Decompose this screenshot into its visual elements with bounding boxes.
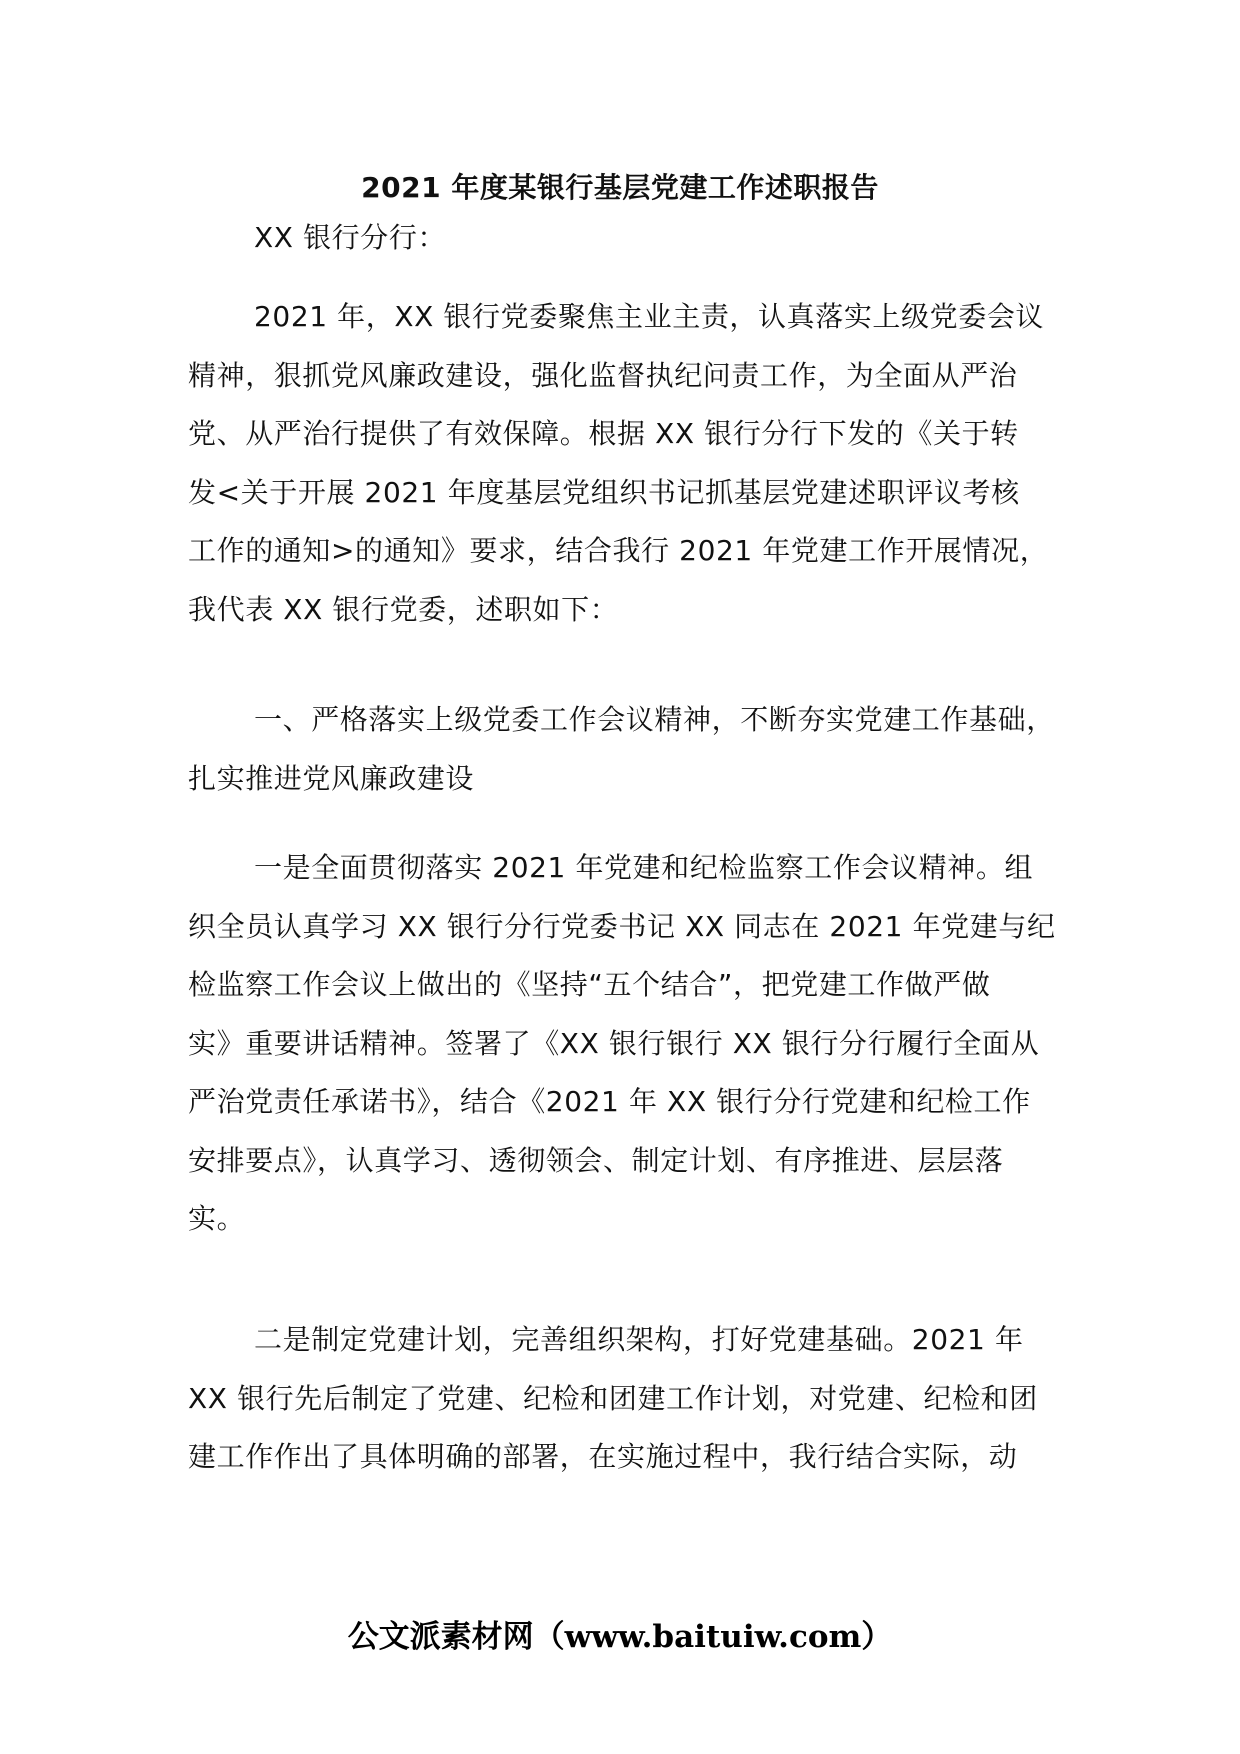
body-line: 安排要点》，认真学习、透彻领会、制定计划、有序推进、层层落 xyxy=(188,1143,1004,1177)
document-body xyxy=(188,0,1068,1754)
body-line: 精神，狠抓党风廉政建设，强化监督执纪问责工作，为全面从严治 xyxy=(188,358,1018,392)
body-line: 我代表 XX 银行党委，述职如下： xyxy=(188,592,619,626)
body-line: 工作的通知>的通知》要求，结合我行 2021 年党建工作开展情况， xyxy=(188,534,1049,567)
body-line: 检监察工作会议上做出的《坚持“五个结合”，把党建工作做严做 xyxy=(188,968,991,1001)
document-title: 2021 年度某银行基层党建工作述职报告 xyxy=(361,171,879,204)
body-line: 建工作作出了具体明确的部署，在实施过程中，我行结合实际，动 xyxy=(188,1440,1018,1473)
body-line: 严治党责任承诺书》，结合《2021 年 XX 银行分行党建和纪检工作 xyxy=(188,1085,1031,1118)
body-line: XX 银行分行： xyxy=(254,221,447,254)
body-line: 一是全面贯彻落实 2021 年党建和纪检监察工作会议精神。组 xyxy=(254,851,1034,884)
body-line: 实》重要讲话精神。签署了《XX 银行银行 XX 银行分行履行全面从 xyxy=(188,1026,1040,1060)
body-line: 二是制定党建计划，完善组织架构，打好党建基础。2021 年 xyxy=(254,1323,1024,1356)
body-line: 织全员认真学习 XX 银行分行党委书记 XX 同志在 2021 年党建与纪 xyxy=(188,909,1056,943)
body-line: XX 银行先后制定了党建、纪检和团建工作计划，对党建、纪检和团 xyxy=(188,1381,1038,1415)
body-line: 2021 年，XX 银行党委聚焦主业主责，认真落实上级党委会议 xyxy=(254,300,1045,333)
body-line: 扎实推进党风廉政建设 xyxy=(188,761,475,795)
body-line: 一、严格落实上级党委工作会议精神，不断夯实党建工作基础， xyxy=(254,703,1055,736)
body-line: 党、从严治行提供了有效保障。根据 XX 银行分行下发的《关于转 xyxy=(188,417,1019,450)
body-line: 发<关于开展 2021 年度基层党组织书记抓基层党建述职评议考核 xyxy=(188,475,1020,509)
body-line: 实。 xyxy=(188,1202,246,1235)
footer-watermark: 公文派素材网（www.baituiw.com） xyxy=(347,1619,893,1655)
